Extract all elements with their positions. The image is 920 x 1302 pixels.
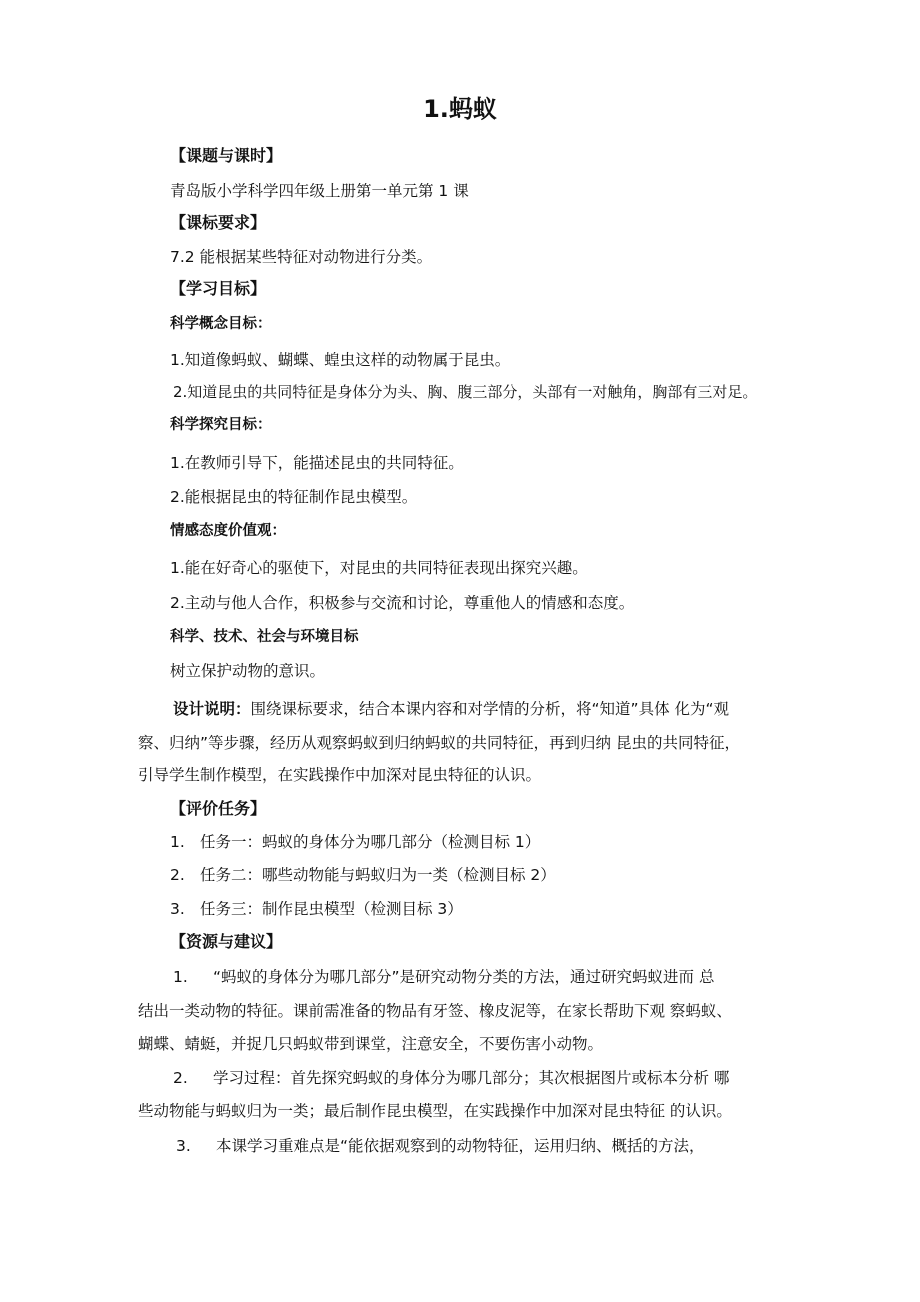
resource-line: 蝴蝶、蜻蜓，并捉几只蚂蚁带到课堂，注意安全，不要伤害小动物。 [138, 1035, 604, 1053]
resource-line: 结出一类动物的特征。课前需准备的物品有牙签、橡皮泥等，在家长帮助下观 察蚂蚁、 [138, 1002, 732, 1020]
evaluation-task [170, 865, 556, 885]
task-number: 2. [170, 866, 185, 884]
inquiry-goal-item: 1.在教师引导下，能描述昆虫的共同特征。 [170, 454, 464, 472]
resource-text: “蚂蚁的身体分为哪几部分”是研究动物分类的方法，通过研究蚂蚁进而 总 [213, 968, 715, 986]
evaluation-task [170, 899, 463, 919]
design-note-line: 察、归纳”等步骤，经历从观察蚂蚁到归纳蚂蚁的共同特征，再到归纳 昆虫的共同特征， [138, 734, 740, 752]
task-text: 任务一：蚂蚁的身体分为哪几部分（检测目标 1） [200, 833, 541, 851]
heading-evaluation: 【评价任务】 [170, 799, 267, 818]
concept-goal-item: 2.知道昆虫的共同特征是身体分为头、胸、腹三部分，头部有一对触角，胸部有三对足。 [173, 383, 758, 401]
resource-item [173, 967, 715, 987]
inquiry-goal-label: 科学探究目标： [170, 417, 272, 433]
task-text: 任务三：制作昆虫模型（检测目标 3） [200, 900, 463, 918]
task-number: 1. [170, 833, 185, 851]
resource-item [176, 1136, 705, 1156]
design-note-line: 引导学生制作模型，在实践操作中加深对昆虫特征的认识。 [138, 766, 542, 784]
heading-topic: 【课题与课时】 [170, 146, 283, 165]
attitude-goal-item: 2.主动与他人合作，积极参与交流和讨论，尊重他人的情感和态度。 [170, 594, 635, 612]
resource-number: 1. [173, 968, 188, 986]
design-note-text: 围绕课标要求，结合本课内容和对学情的分析，将“知道”具体 化为“观 [250, 700, 730, 718]
stse-goal-text: 树立保护动物的意识。 [170, 662, 326, 680]
resource-number: 2. [173, 1069, 188, 1087]
attitude-goal-label: 情感态度价值观： [170, 523, 286, 539]
task-number: 3. [170, 900, 185, 918]
resource-text: 学习过程：首先探究蚂蚁的身体分为哪几部分；其次根据图片或标本分析 哪 [213, 1069, 730, 1087]
evaluation-task [170, 832, 540, 852]
inquiry-goal-item: 2.能根据昆虫的特征制作昆虫模型。 [170, 488, 418, 506]
topic-text: 青岛版小学科学四年级上册第一单元第 1 课 [170, 182, 469, 200]
resource-number: 3. [176, 1137, 191, 1155]
concept-goal-label: 科学概念目标： [170, 316, 272, 332]
stse-goal-label: 科学、技术、社会与环境目标 [170, 629, 359, 645]
task-text: 任务二：哪些动物能与蚂蚁归为一类（检测目标 2） [200, 866, 556, 884]
resource-line: 些动物能与蚂蚁归为一类；最后制作昆虫模型，在实践操作中加深对昆虫特征 的认识。 [138, 1102, 732, 1120]
heading-goals: 【学习目标】 [170, 279, 267, 298]
concept-goal-item: 1.知道像蚂蚁、蝴蝶、蝗虫这样的动物属于昆虫。 [170, 351, 511, 369]
design-note-label: 设计说明： [173, 700, 251, 718]
heading-standard: 【课标要求】 [170, 213, 267, 232]
resource-text: 本课学习重难点是“能依据观察到的动物特征，运用归纳、概括的方法， [216, 1137, 705, 1155]
standard-text: 7.2 能根据某些特征对动物进行分类。 [170, 248, 433, 266]
resource-item [173, 1068, 729, 1088]
design-note-line [173, 699, 729, 719]
heading-resources: 【资源与建议】 [170, 932, 283, 951]
attitude-goal-item: 1.能在好奇心的驱使下，对昆虫的共同特征表现出探究兴趣。 [170, 559, 588, 577]
document-title: 1.蚂蚁 [423, 95, 497, 123]
